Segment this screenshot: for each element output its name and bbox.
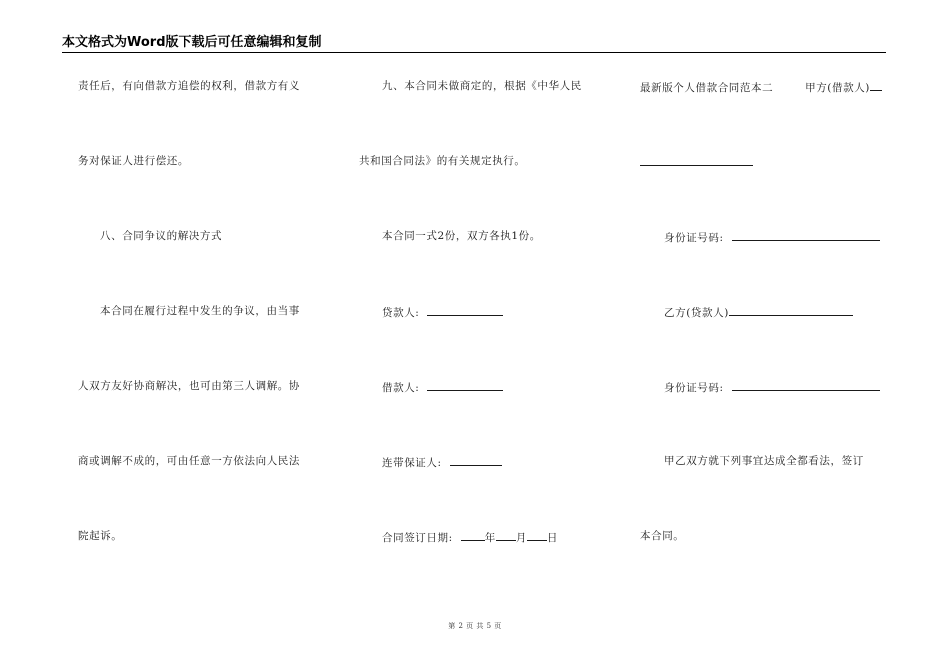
party-b-id-field[interactable] bbox=[732, 379, 880, 391]
section-9-line-1: 九、本合同未做商定的，根据《中华人民 bbox=[382, 80, 582, 92]
sign-year-field[interactable] bbox=[461, 529, 485, 541]
party-a-field-row bbox=[640, 154, 753, 170]
col1-line-2: 务对保证人进行偿还。 bbox=[78, 155, 189, 167]
sign-date-label: 合同签订日期: bbox=[382, 532, 453, 544]
col1-line-6: 商或调解不成的，可由任意一方依法向人民法 bbox=[78, 455, 300, 467]
party-a-row bbox=[640, 79, 882, 95]
sign-month-field[interactable] bbox=[496, 529, 516, 541]
guarantor-label: 连带保证人: bbox=[382, 457, 442, 469]
day-label: 日 bbox=[546, 532, 559, 544]
party-b-id-row bbox=[664, 379, 880, 395]
sign-day-field[interactable] bbox=[527, 529, 547, 541]
month-label: 月 bbox=[515, 532, 527, 544]
copies-statement: 本合同一式2份，双方各执1份。 bbox=[382, 230, 541, 242]
page-number: 第 2 页 共 5 页 bbox=[448, 622, 502, 630]
col1-line-7: 院起诉。 bbox=[78, 530, 123, 542]
party-a-label: 甲方(借款人) bbox=[805, 82, 871, 94]
agreement-line-2: 本合同。 bbox=[640, 530, 685, 542]
party-b-row bbox=[664, 304, 853, 320]
col1-line-1: 责任后，有向借款方追偿的权利，借款方有义 bbox=[78, 80, 300, 92]
borrower-label: 借款人: bbox=[382, 382, 420, 394]
party-b-field[interactable] bbox=[729, 304, 853, 316]
year-label: 年 bbox=[484, 532, 496, 544]
party-b-label: 乙方(贷款人) bbox=[664, 307, 729, 319]
page-header bbox=[62, 34, 886, 53]
header-title: 本文格式为Word版下载后可任意编辑和复制 bbox=[62, 35, 322, 50]
agreement-line-1: 甲乙双方就下列事宜达成全都看法，签订 bbox=[664, 455, 864, 467]
borrower-signature-row bbox=[382, 379, 503, 395]
party-a-field-continued[interactable] bbox=[640, 154, 753, 166]
guarantor-signature-row bbox=[382, 454, 502, 470]
section-8-heading: 八、合同争议的解决方式 bbox=[100, 230, 223, 242]
col1-line-5: 人双方友好协商解决，也可由第三人调解。协 bbox=[78, 380, 300, 392]
section-9-line-2: 共和国合同法》的有关规定执行。 bbox=[359, 155, 526, 167]
party-b-id-label: 身份证号码: bbox=[664, 382, 724, 394]
contract-template-heading: 最新版个人借款合同范本二 bbox=[640, 82, 774, 94]
party-a-id-label: 身份证号码: bbox=[664, 232, 724, 244]
guarantor-signature-field[interactable] bbox=[450, 454, 502, 466]
lender-signature-row bbox=[382, 304, 503, 320]
sign-date-row bbox=[382, 529, 558, 545]
lender-label: 贷款人: bbox=[382, 307, 420, 319]
party-a-id-field[interactable] bbox=[732, 229, 880, 241]
col1-line-4: 本合同在履行过程中发生的争议，由当事 bbox=[100, 305, 300, 317]
party-a-field-start[interactable] bbox=[870, 79, 882, 91]
lender-signature-field[interactable] bbox=[427, 304, 503, 316]
party-a-id-row bbox=[664, 229, 880, 245]
borrower-signature-field[interactable] bbox=[427, 379, 503, 391]
